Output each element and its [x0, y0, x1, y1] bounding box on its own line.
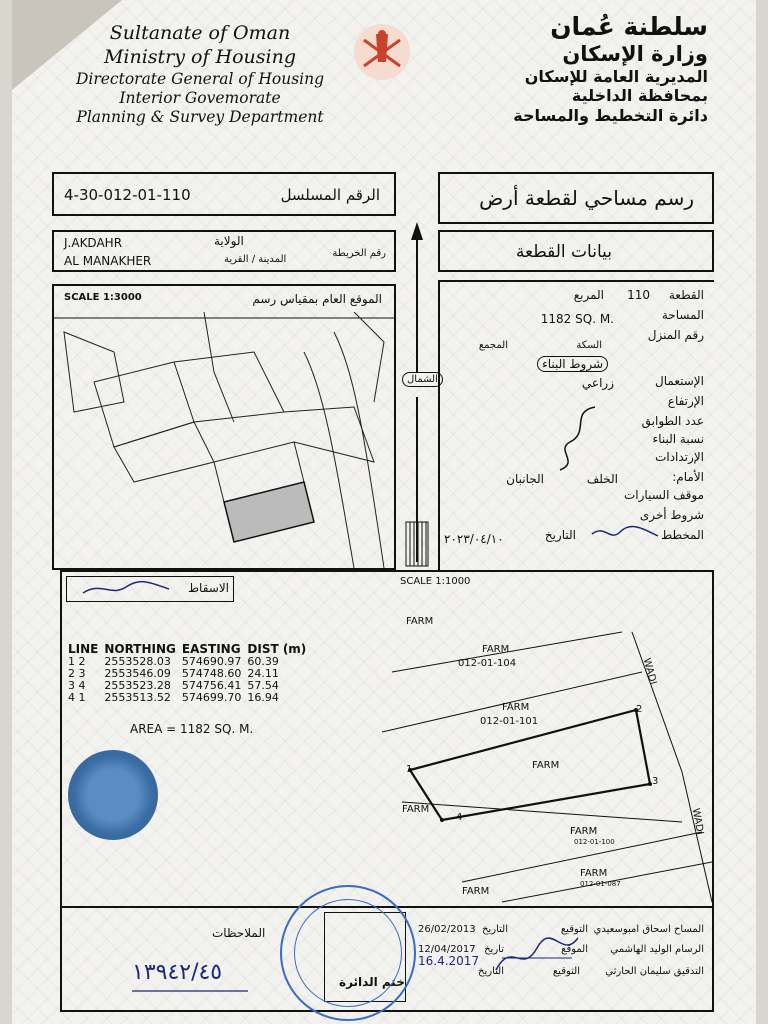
cell-northing: 2553513.52: [104, 691, 171, 704]
other-conditions-label: شروط أخرى: [639, 508, 704, 522]
farm-label: FARM: [462, 886, 490, 897]
cell-line: 1 2: [68, 655, 86, 668]
area-value: 1182 SQ. M.: [540, 312, 614, 326]
plot-info-title: بيانات القطعة: [515, 242, 612, 262]
plot-number: 110: [627, 288, 650, 302]
header-ar-line: بمحافظة الداخلية: [571, 86, 708, 106]
parcel-number: 012-01-101: [480, 716, 539, 727]
signature-scribble-icon: [492, 930, 582, 980]
plot-detail-drawing: [382, 602, 712, 906]
cell-northing: 2553546.09: [104, 667, 171, 680]
town-value: AL MANAKHER: [64, 254, 152, 268]
header-en-line: Planning & Survey Department: [76, 108, 324, 127]
site-map-box: [52, 284, 396, 570]
header-en-line: Ministry of Housing: [103, 45, 297, 68]
complex-label: المجمع: [478, 340, 508, 351]
vertex-label: 3: [652, 776, 659, 787]
stamp-label: ختم الدائرة: [339, 975, 405, 989]
use-label: الإستعمال: [655, 374, 704, 388]
projection-signature-icon: [81, 579, 171, 599]
planner-signature-icon: [590, 522, 660, 546]
cell-easting: 574690.97: [181, 655, 242, 668]
plot-info-title-box: [438, 230, 714, 272]
title-box: [438, 172, 714, 224]
office-stamp-inner: [294, 899, 402, 1007]
hologram-seal-icon: [68, 750, 158, 840]
site-map-drawing: [54, 312, 394, 568]
surveyor-date-label: التاريخ: [482, 924, 508, 935]
farm-label: FARM: [482, 644, 510, 655]
site-map-scale: SCALE 1:3000: [64, 292, 142, 303]
block-label: المربع: [573, 288, 604, 302]
auditor-date: 16.4.2017: [418, 954, 480, 968]
auditor-name: التدقيق سليمان الحارثي: [605, 966, 704, 977]
notes-underline: [130, 986, 250, 996]
coordinates-table: [68, 642, 312, 704]
projection-box: [66, 576, 234, 602]
vertex-label: 4: [456, 812, 463, 823]
notes-value: ١٣٩٤٢/٤٥: [132, 960, 223, 985]
surveyor-date: 26/02/2013: [418, 924, 476, 935]
document-title: رسم مساحي لقطعة أرض: [479, 186, 694, 210]
header-ar-line: المديرية العامة للإسكان: [524, 67, 708, 87]
table-header-row: [68, 642, 312, 656]
parking-label: موقف السيارات: [624, 488, 704, 502]
wadi-label: WADI: [640, 657, 659, 686]
farm-label: FARM: [502, 702, 530, 713]
ratio-label: نسبة البناء: [652, 432, 704, 446]
drafter-sign-label: الموقع: [561, 944, 588, 955]
serial-box: [52, 172, 396, 216]
auditor-sign-label: التوقيع: [552, 966, 580, 977]
header-en-line: Sultanate of Oman: [109, 22, 291, 44]
setbacks-label: الإرتدادات: [655, 450, 704, 464]
planner-label: المخطط: [661, 528, 704, 542]
area-label: المساحة: [661, 308, 704, 322]
notes-label: الملاحظات: [212, 926, 266, 940]
house-number-label: رقم المنزل: [647, 328, 704, 342]
drafter-name: الرسام الوليد الهاشمي: [610, 944, 704, 955]
farm-label: FARM: [402, 804, 430, 815]
parcel-number: 012-01-100: [574, 838, 615, 846]
header-line: LINE: [68, 642, 99, 656]
cell-easting: 574748.60: [181, 667, 242, 680]
cell-easting: 574756.41: [181, 679, 242, 692]
oman-emblem-icon: [352, 22, 412, 82]
plot-data-box: [438, 280, 714, 570]
wilayat-value: J.AKDAHR: [64, 236, 123, 250]
header-dist: DIST (m): [247, 642, 307, 656]
location-box: [52, 230, 396, 272]
surveyor-name: المساح اسحاق امبوسعيدي: [593, 924, 704, 935]
back-label: الخلف: [586, 472, 618, 486]
cell-dist: 16.94: [247, 691, 279, 704]
wilayat-label: الولاية: [214, 234, 244, 248]
farm-label: FARM: [570, 826, 598, 837]
site-map-label: الموقع العام بمقياس رسم: [252, 292, 382, 306]
drafter-date: 12/04/2017: [418, 944, 476, 955]
cell-northing: 2553523.28: [104, 679, 171, 692]
surveyor-sign-label: التوقيع: [560, 924, 588, 935]
cell-line: 4 1: [68, 691, 86, 704]
header-arabic: [448, 12, 708, 125]
farm-label: FARM: [580, 868, 608, 879]
cell-line: 3 4: [68, 679, 86, 692]
header-ar-line: سلطنة عُمان: [550, 12, 708, 41]
farm-label: FARM: [532, 760, 560, 771]
vertex-label: 2: [636, 704, 643, 715]
wadi-label: WADI: [689, 807, 706, 836]
height-label: الإرتفاع: [667, 394, 704, 408]
drafter-date-label: تاريخ: [484, 944, 504, 955]
projection-label: الاسقاط: [187, 581, 229, 595]
date-label: التاريخ: [544, 528, 576, 542]
detail-drawing-box: [60, 570, 714, 908]
front-label: الأمام:: [672, 470, 704, 484]
vertex-label: 1: [406, 764, 413, 775]
street-label: السكة: [576, 340, 602, 351]
serial-label: الرقم المسلسل: [280, 186, 380, 204]
cell-easting: 574699.70: [181, 691, 242, 704]
cell-line: 2 3: [68, 667, 86, 680]
header-english: [55, 22, 345, 128]
scribble-mark-icon: [550, 402, 610, 472]
town-label: المدينة / القرية: [224, 254, 287, 265]
floors-label: عدد الطوابق: [641, 414, 704, 428]
sides-label: الجانبان: [506, 472, 544, 486]
header-northing: NORTHING: [104, 642, 176, 656]
header-ar-line: دائرة التخطيط والمساحة: [513, 105, 708, 125]
table-row: [68, 692, 312, 704]
cell-dist: 57.54: [247, 679, 279, 692]
area-summary: AREA = 1182 SQ. M.: [130, 722, 254, 736]
use-value: زراعي: [581, 376, 614, 390]
planner-date: ٢٠٢٣/٠٤/١٠: [444, 532, 504, 546]
serial-number: 4-30-012-01-110: [64, 186, 191, 204]
header-ar-line: وزارة الإسكان: [562, 42, 708, 66]
farm-label: FARM: [406, 616, 434, 627]
cell-dist: 24.11: [247, 667, 279, 680]
north-arrow-icon: [398, 222, 436, 570]
north-label: الشمال: [402, 372, 443, 387]
plot-label: القطعة: [668, 288, 704, 302]
parcel-number: 012-01-104: [458, 658, 517, 669]
conditions-label: شروط البناء: [537, 356, 608, 372]
header-en-line: Directorate General of Housing: [75, 69, 325, 88]
detail-scale: SCALE 1:1000: [400, 576, 471, 587]
parcel-number: 012-01-087: [580, 880, 621, 888]
map-number-label: رقم الخريطة: [332, 248, 386, 259]
auditor-date-label: التاريخ: [478, 966, 504, 977]
cell-northing: 2553528.03: [104, 655, 171, 668]
header-easting: EASTING: [181, 642, 241, 656]
header-en-line: Interior Govemorate: [119, 88, 281, 107]
cell-dist: 60.39: [247, 655, 279, 668]
